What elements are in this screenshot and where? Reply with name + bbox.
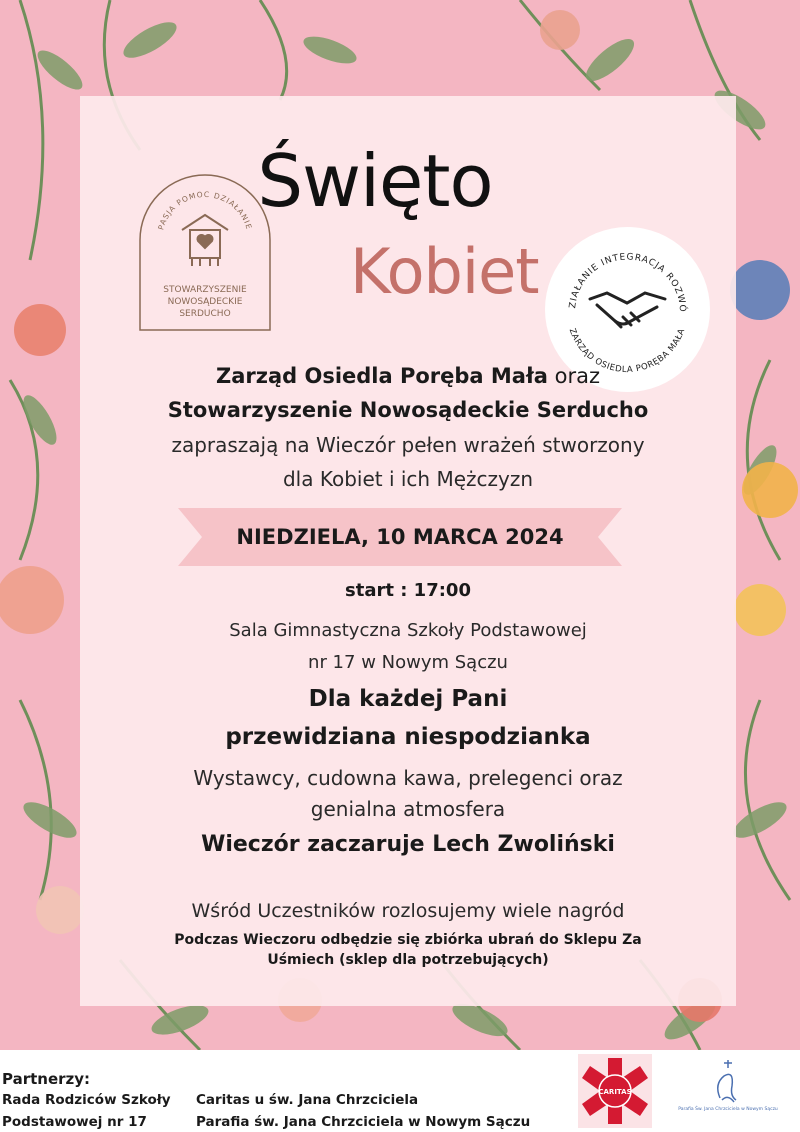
partner-1-line2: Podstawowej nr 17 xyxy=(2,1114,147,1130)
partner-1-line1: Rada Rodziców Szkoły xyxy=(2,1092,171,1108)
handshake-icon xyxy=(590,293,665,327)
caritas-logo xyxy=(578,1054,652,1128)
logo-arc-text: PASJA POMOC DZIAŁANIE xyxy=(156,189,254,231)
date-banner: NIEDZIELA, 10 MARCA 2024 xyxy=(236,525,564,549)
house-heart-icon xyxy=(182,215,228,266)
logo-name-2: NOWOSĄDECKIE xyxy=(167,297,243,307)
partners-heading: Partnerzy: xyxy=(2,1070,91,1088)
intro-line1 xyxy=(100,364,716,388)
collection-line2: Uśmiech (sklep dla potrzebujących) xyxy=(267,952,549,968)
parafia-logo xyxy=(678,1056,778,1126)
partner-3: Parafia św. Jana Chrzciciela w Nowym Sączu xyxy=(196,1114,531,1130)
logo-arc-top: ZIAŁANIE INTEGRACJA ROZWÓ xyxy=(568,252,688,314)
page-title-line2: Kobiet xyxy=(350,235,539,308)
prizes: Wśród Uczestników rozlosujemy wiele nagród xyxy=(191,900,625,922)
intro-line3: zapraszają na Wieczór pełen wrażeń stworzony xyxy=(171,433,645,457)
partner-2: Caritas u św. Jana Chrzciciela xyxy=(196,1092,419,1108)
cross-icon xyxy=(718,1060,736,1102)
intro-org2: Stowarzyszenie Nowosądeckie Serducho xyxy=(167,398,649,422)
page-title-line1: Święto xyxy=(257,139,493,223)
attractions-line1: Wystawcy, cudowna kawa, prelegenci oraz xyxy=(193,766,623,790)
intro-line4: dla Kobiet i ich Mężczyzn xyxy=(282,467,534,491)
start-time: start : 17:00 xyxy=(345,580,471,601)
caritas-logo-text: CARITAS xyxy=(598,1088,632,1096)
logo-name-1: STOWARZYSZENIE xyxy=(163,285,247,295)
logo-arc-bottom: ZARZĄD OSIEDLA PORĘBA MAŁA xyxy=(566,327,688,376)
venue-line1: Sala Gimnastyczna Szkoły Podstawowej xyxy=(229,620,587,641)
parafia-logo-text: Parafia Św. Jana Chrzciciela w Nowym Sączu xyxy=(678,1107,778,1112)
performer: Wieczór zaczaruje Lech Zwoliński xyxy=(201,832,615,857)
collection-line1: Podczas Wieczoru odbędzie się zbiórka ubrań do Sklepu Za xyxy=(174,932,642,948)
intro-org1: Zarząd Osiedla Poręba Mała xyxy=(215,364,548,388)
surprise-line2: przewidziana niespodzianka xyxy=(225,724,591,750)
intro-conj: oraz xyxy=(547,364,601,388)
surprise-line1: Dla każdej Pani xyxy=(308,686,508,712)
attractions-line2: genialna atmosfera xyxy=(310,797,506,821)
logo-name-3: SERDUCHO xyxy=(179,309,231,319)
venue-line2: nr 17 w Nowym Sączu xyxy=(308,652,508,673)
